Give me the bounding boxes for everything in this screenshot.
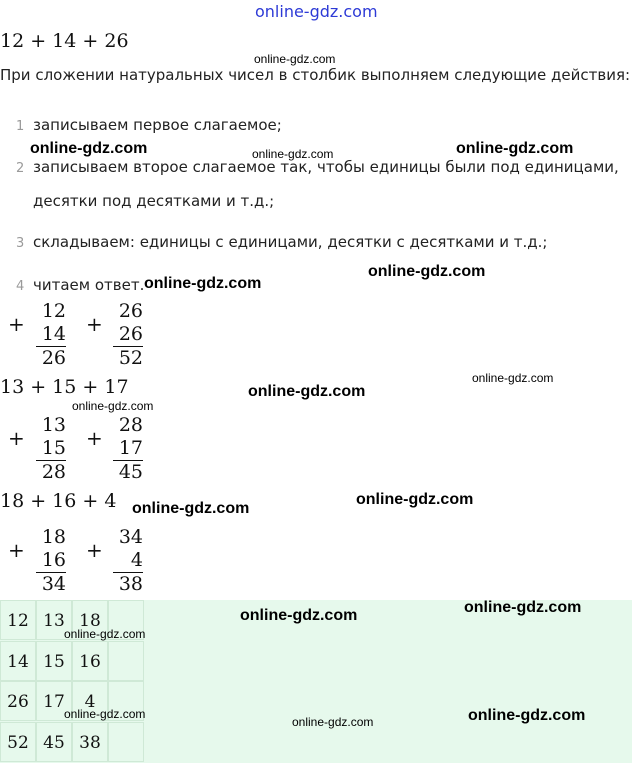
table-cell (108, 641, 144, 681)
column-addition (113, 300, 143, 370)
watermark: online-gdz.com (464, 599, 582, 616)
step-number: 3 (16, 236, 25, 251)
step-text: записываем второе слагаемое так, чтобы единицы были под единицами, (33, 158, 619, 176)
addend: 12 (41, 300, 66, 322)
sum: 34 (36, 572, 66, 596)
table-cell: 52 (0, 722, 36, 762)
table-cell: 13 (36, 600, 72, 640)
addend: 13 (41, 414, 66, 436)
addend: 28 (118, 414, 143, 436)
column-addition (36, 414, 66, 484)
addend: 16 (41, 549, 66, 571)
watermark: online-gdz.com (468, 707, 586, 724)
column-addition (113, 414, 143, 484)
addend: 17 (118, 437, 143, 459)
table-cell: 45 (36, 722, 72, 762)
plus-sign: + (8, 426, 25, 450)
step-text: записываем первое слагаемое; (33, 116, 282, 134)
step-number: 1 (16, 119, 25, 134)
column-addition (36, 300, 66, 370)
watermark: online-gdz.com (248, 383, 366, 400)
watermark-top: online-gdz.com (255, 2, 378, 21)
table-cell: 12 (0, 600, 36, 640)
watermark: online-gdz.com (64, 707, 146, 721)
plus-sign: + (86, 538, 103, 562)
addend: 18 (41, 526, 66, 548)
step-number: 2 (16, 161, 25, 176)
watermark: online-gdz.com (254, 52, 336, 66)
addend: 4 (130, 549, 143, 571)
addend: 14 (41, 323, 66, 345)
column-addition (36, 526, 66, 596)
watermark: online-gdz.com (368, 263, 486, 280)
watermark: online-gdz.com (30, 140, 148, 157)
plus-sign: + (86, 312, 103, 336)
plus-sign: + (86, 426, 103, 450)
watermark: online-gdz.com (240, 607, 358, 624)
watermark: online-gdz.com (64, 627, 146, 641)
expression-2: 13 + 15 + 17 (0, 376, 129, 398)
table-cell: 4 (72, 681, 108, 721)
addend: 34 (118, 526, 143, 548)
watermark: online-gdz.com (472, 371, 554, 385)
table-cell: 14 (0, 641, 36, 681)
sum: 26 (36, 346, 66, 370)
table-cell: 26 (0, 681, 36, 721)
sum: 45 (113, 460, 143, 484)
plus-sign: + (8, 538, 25, 562)
watermark: online-gdz.com (252, 147, 334, 161)
column-addition (113, 526, 143, 596)
table-cell: 15 (36, 641, 72, 681)
plus-sign: + (8, 312, 25, 336)
watermark: online-gdz.com (456, 140, 574, 157)
sum: 52 (113, 346, 143, 370)
watermark: online-gdz.com (132, 500, 250, 517)
step-text-continued: десятки под десятками и т.д.; (33, 192, 275, 210)
table-cell: 17 (36, 681, 72, 721)
table-cell: 18 (72, 600, 108, 640)
step-text: читаем ответ. (33, 276, 145, 294)
table-cell: 38 (72, 722, 108, 762)
watermark: online-gdz.com (144, 275, 262, 292)
addend: 15 (41, 437, 66, 459)
watermark: online-gdz.com (72, 399, 154, 413)
step-text: складываем: единицы с единицами, десятки с десятками и т.д.; (33, 233, 548, 251)
addend: 26 (118, 300, 143, 322)
watermark: online-gdz.com (356, 491, 474, 508)
sum: 38 (113, 572, 143, 596)
step-number: 4 (16, 279, 25, 294)
sum: 28 (36, 460, 66, 484)
table-cell: 16 (72, 641, 108, 681)
expression-3: 18 + 16 + 4 (0, 490, 117, 512)
intro-text: При сложении натуральных чисел в столбик выполняем следующие действия: (0, 66, 631, 84)
addend: 26 (118, 323, 143, 345)
watermark: online-gdz.com (292, 715, 374, 729)
table-cell (108, 722, 144, 762)
expression-1: 12 + 14 + 26 (0, 30, 129, 52)
